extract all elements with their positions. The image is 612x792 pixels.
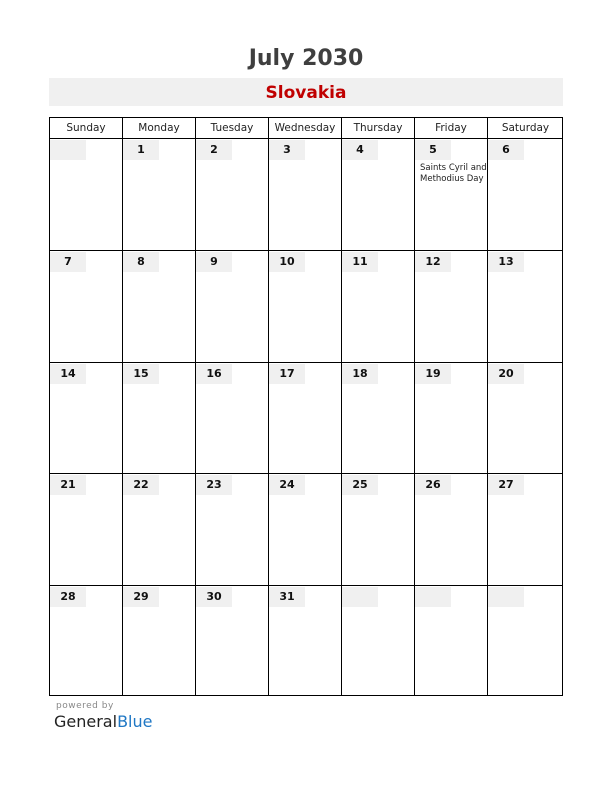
day-number — [342, 587, 378, 607]
weekday-header: Thursday — [341, 118, 414, 139]
day-cell[interactable] — [268, 362, 341, 473]
day-cell[interactable] — [414, 473, 487, 585]
day-number: 31 — [269, 587, 305, 607]
day-cell[interactable] — [122, 138, 195, 250]
day-number: 4 — [342, 140, 378, 160]
day-cell[interactable] — [414, 138, 487, 250]
day-cell[interactable] — [122, 250, 195, 362]
day-cell[interactable] — [122, 362, 195, 473]
day-number: 7 — [50, 252, 86, 272]
day-cell[interactable] — [341, 250, 414, 362]
weekday-header: Sunday — [66, 122, 106, 134]
weekday-header: Wednesday — [268, 118, 341, 139]
day-cell[interactable] — [195, 585, 268, 696]
day-cell[interactable] — [487, 585, 563, 696]
day-number: 28 — [50, 587, 86, 607]
day-number: 2 — [196, 140, 232, 160]
day-number: 9 — [196, 252, 232, 272]
day-number: 10 — [269, 252, 305, 272]
day-number: 25 — [342, 475, 378, 495]
day-number: 30 — [196, 587, 232, 607]
day-number: 6 — [488, 140, 524, 160]
calendar-grid — [49, 117, 563, 696]
day-number — [488, 587, 524, 607]
day-cell[interactable] — [341, 362, 414, 473]
day-cell[interactable] — [268, 585, 341, 696]
day-number: 20 — [488, 364, 524, 384]
day-number: 1 — [123, 140, 159, 160]
day-cell[interactable] — [50, 138, 122, 250]
day-cell[interactable] — [122, 473, 195, 585]
day-number: 19 — [415, 364, 451, 384]
day-cell[interactable] — [195, 138, 268, 250]
day-number: 11 — [342, 252, 378, 272]
day-number: 15 — [123, 364, 159, 384]
generalblue-logo[interactable] — [54, 712, 152, 731]
day-number: 21 — [50, 475, 86, 495]
day-cell[interactable] — [341, 138, 414, 250]
day-cell[interactable] — [341, 585, 414, 696]
powered-by-label: powered by — [56, 701, 114, 711]
weekday-header: Friday — [414, 118, 487, 139]
page-title: July 2030 — [248, 46, 364, 71]
day-cell[interactable] — [414, 362, 487, 473]
day-cell[interactable] — [487, 250, 563, 362]
day-number: 27 — [488, 475, 524, 495]
weekday-header: Saturday — [487, 118, 563, 139]
day-cell[interactable] — [122, 585, 195, 696]
day-number: 3 — [269, 140, 305, 160]
brand-blue: Blue — [117, 712, 153, 731]
day-cell[interactable] — [50, 585, 122, 696]
day-number: 24 — [269, 475, 305, 495]
day-cell[interactable] — [268, 250, 341, 362]
day-cell[interactable] — [195, 250, 268, 362]
day-number: 22 — [123, 475, 159, 495]
weekday-header: Monday — [122, 118, 195, 139]
day-cell[interactable] — [195, 362, 268, 473]
holiday-label: Saints Cyril and Methodius Day — [420, 163, 487, 184]
day-number: 18 — [342, 364, 378, 384]
day-cell[interactable] — [50, 362, 122, 473]
weekday-header: Tuesday — [195, 118, 268, 139]
day-number — [50, 140, 86, 160]
day-number: 17 — [269, 364, 305, 384]
day-cell[interactable] — [195, 473, 268, 585]
day-number: 29 — [123, 587, 159, 607]
day-number: 26 — [415, 475, 451, 495]
day-number: 5 — [415, 140, 451, 160]
day-number: 8 — [123, 252, 159, 272]
day-cell[interactable] — [341, 473, 414, 585]
day-cell[interactable] — [50, 250, 122, 362]
day-number — [415, 587, 451, 607]
day-number: 12 — [415, 252, 451, 272]
day-cell[interactable] — [487, 473, 563, 585]
brand-general: General — [54, 712, 118, 731]
day-number: 14 — [50, 364, 86, 384]
day-cell[interactable] — [414, 250, 487, 362]
day-number: 13 — [488, 252, 524, 272]
day-cell[interactable] — [487, 138, 563, 250]
day-number: 23 — [196, 475, 232, 495]
day-cell[interactable] — [487, 362, 563, 473]
day-cell[interactable] — [50, 473, 122, 585]
day-cell[interactable] — [414, 585, 487, 696]
day-cell[interactable] — [268, 473, 341, 585]
country-banner: Slovakia — [49, 78, 563, 106]
day-number: 16 — [196, 364, 232, 384]
day-cell[interactable] — [268, 138, 341, 250]
